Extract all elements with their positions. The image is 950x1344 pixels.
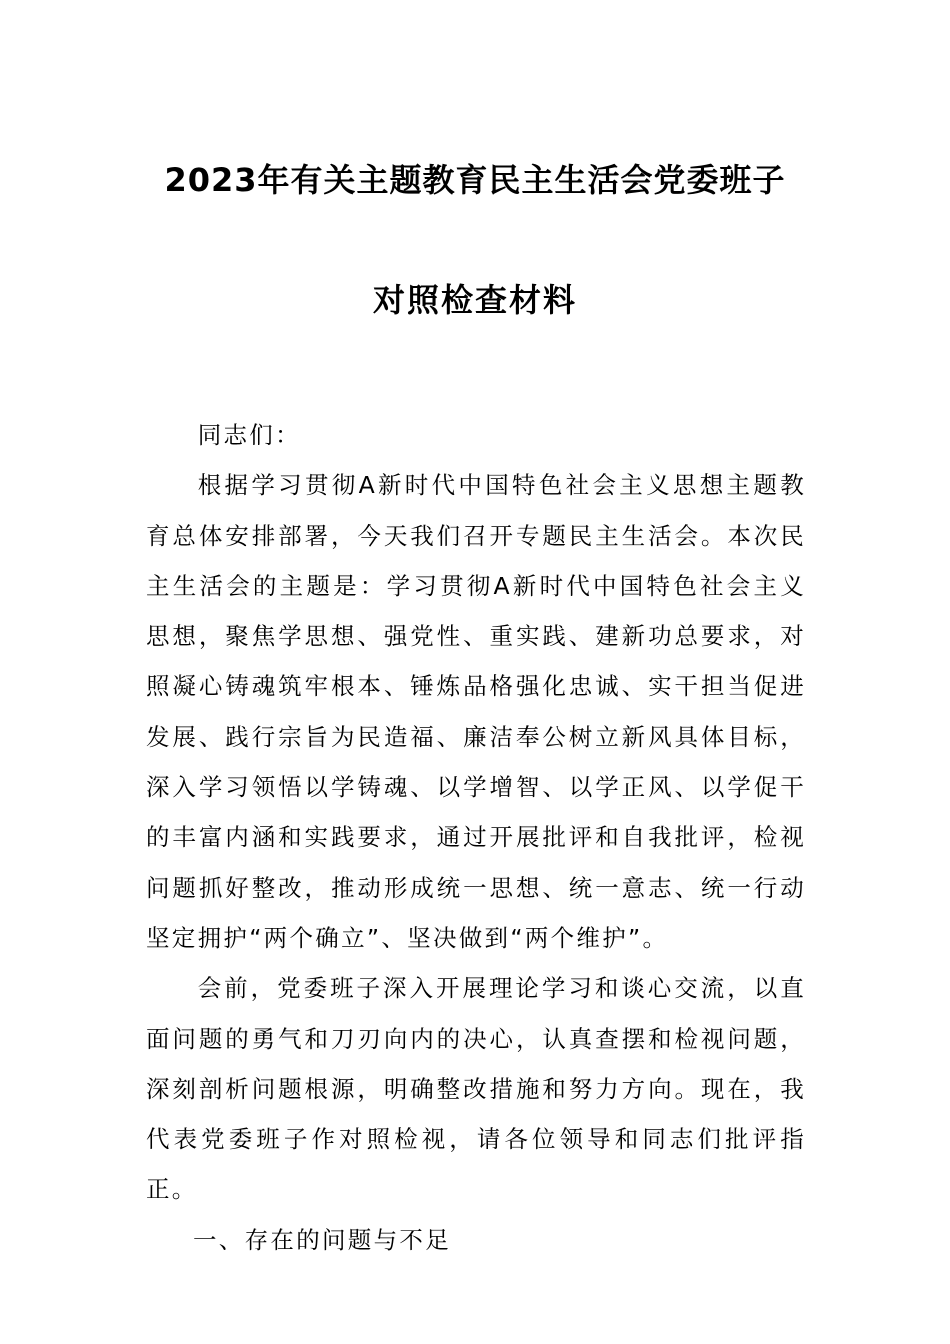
document-title-line-2: 对照检查材料 [372, 281, 577, 319]
document-body [146, 410, 806, 1265]
paragraph-preparation: 会前，党委班子深入开展理论学习和谈心交流，以直面问题的勇气和刀刃向内的决心，认真查摆和检视问题，深刻剖析问题根源，明确整改措施和努力方向。现在，我代表党委班子作对照检视，请各位领导和同志们批评指正。 [146, 974, 806, 1204]
salutation: 同志们： [197, 421, 301, 449]
paragraph-intro: 根据学习贯彻A新时代中国特色社会主义思想主题教育总体安排部署，今天我们召开专题民主生活会。本次民主生活会的主题是：学习贯彻A新时代中国特色社会主义思想，聚焦学思想、强党性、重实践、建新功总要求，对照凝心铸魂筑牢根本、锤炼品格强化忠诚、实干担当促进发展、践行宗旨为民造福、廉洁奉公树立新风具体目标，深入学习领悟以学铸魂、以学增智、以学正风、以学促干的丰富内涵和实践要求，通过开展批评和自我批评，检视问题抓好整改，推动形成统一思想、统一意志、统一行动坚定拥护“两个确立”、坚决做到“两个维护”。 [146, 471, 806, 952]
section-heading: 一、存在的问题与不足 [193, 1225, 451, 1254]
document-title-line-1: 2023年有关主题教育民主生活会党委班子 [164, 161, 786, 199]
